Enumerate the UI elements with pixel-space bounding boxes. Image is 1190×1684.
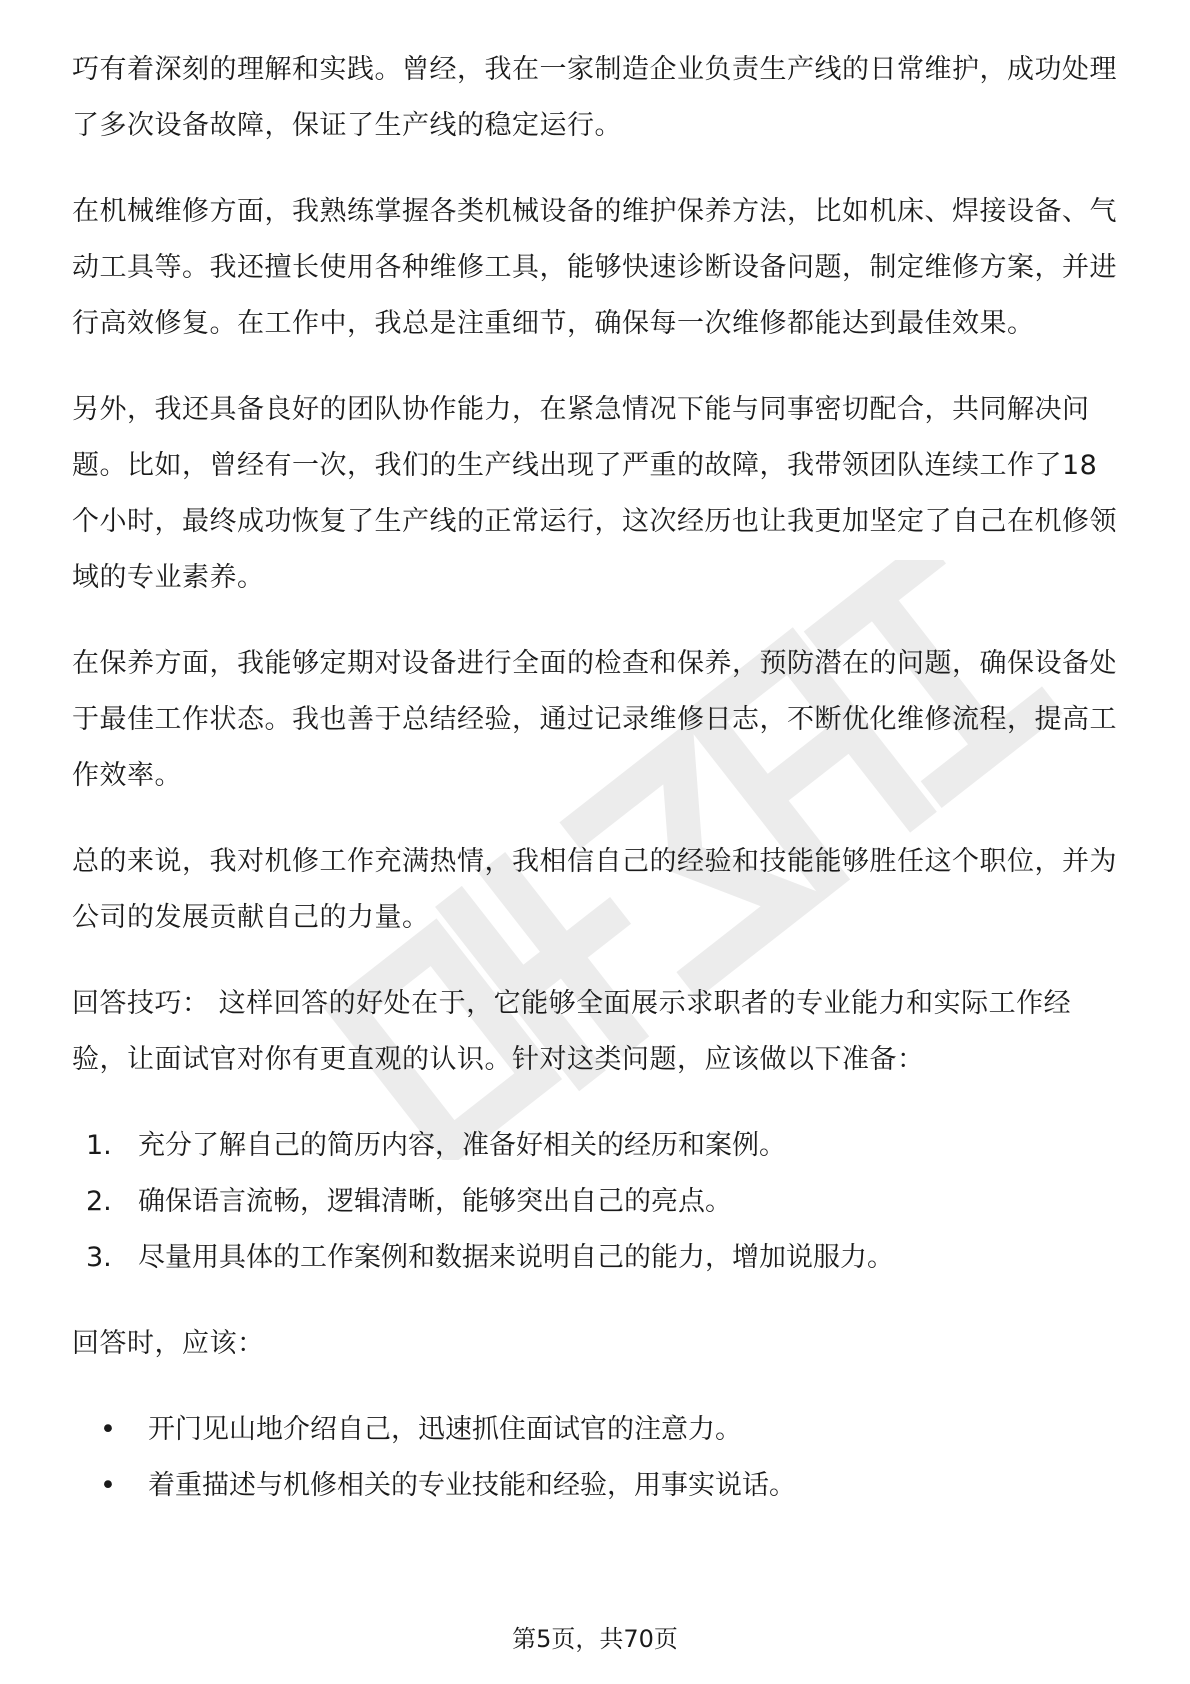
list-item-text: 确保语言流畅，逻辑清晰，能够突出自己的亮点。: [138, 1186, 732, 1217]
list-number: 2.: [86, 1186, 112, 1217]
list-item: [96, 1458, 1122, 1514]
paragraph-teamwork: 另外，我还具备良好的团队协作能力，在紧急情况下能与同事密切配合，共同解决问题。比如，曾经有一次，我们的生产线出现了严重的故障，我带领团队连续工作了18个小时，最终成功恢复了生产线的正常运行，这次经历也让我更加坚定了自己在机修领域的专业素养。: [72, 394, 1117, 593]
list-item-text: 着重描述与机修相关的专业技能和经验，用事实说话。: [148, 1470, 796, 1501]
paragraph-upkeep: 在保养方面，我能够定期对设备进行全面的检查和保养，预防潜在的问题，确保设备处于最佳工作状态。我也善于总结经验，通过记录维修日志，不断优化维修流程，提高工作效率。: [72, 648, 1117, 791]
bullet-icon: •: [100, 1470, 116, 1501]
list-number: 3.: [86, 1242, 112, 1273]
list-item: [86, 1230, 1122, 1286]
list-item: [86, 1174, 1122, 1230]
paragraph-maintenance-experience: 巧有着深刻的理解和实践。曾经，我在一家制造企业负责生产线的日常维护，成功处理了多次设备故障，保证了生产线的稳定运行。: [72, 54, 1117, 141]
answer-bullet-list: [72, 1402, 1122, 1514]
list-item: [96, 1402, 1122, 1458]
list-item-text: 开门见山地介绍自己，迅速抓住面试官的注意力。: [148, 1414, 742, 1445]
list-number: 1.: [86, 1130, 112, 1161]
document-body: [72, 42, 1122, 1514]
list-item-text: 尽量用具体的工作案例和数据来说明自己的能力，增加说服力。: [138, 1242, 894, 1273]
list-item: [86, 1118, 1122, 1174]
page-footer: 第5页，共70页: [512, 1625, 678, 1653]
answer-heading: 回答时，应该：: [72, 1328, 265, 1359]
list-item-text: 充分了解自己的简历内容，准备好相关的经历和案例。: [138, 1130, 786, 1161]
paragraph-summary: 总的来说，我对机修工作充满热情，我相信自己的经验和技能能够胜任这个职位，并为公司的发展贡献自己的力量。: [72, 846, 1117, 933]
preparation-list: [72, 1118, 1122, 1286]
paragraph-answer-tips: 回答技巧： 这样回答的好处在于，它能够全面展示求职者的专业能力和实际工作经验，让面试官对你有更直观的认识。针对这类问题，应该做以下准备：: [72, 988, 1072, 1075]
bullet-icon: •: [100, 1414, 116, 1445]
paragraph-mechanical-repair: 在机械维修方面，我熟练掌握各类机械设备的维护保养方法，比如机床、焊接设备、气动工具等。我还擅长使用各种维修工具，能够快速诊断设备问题，制定维修方案，并进行高效修复。在工作中，我总是注重细节，确保每一次维修都能达到最佳效果。: [72, 196, 1117, 339]
